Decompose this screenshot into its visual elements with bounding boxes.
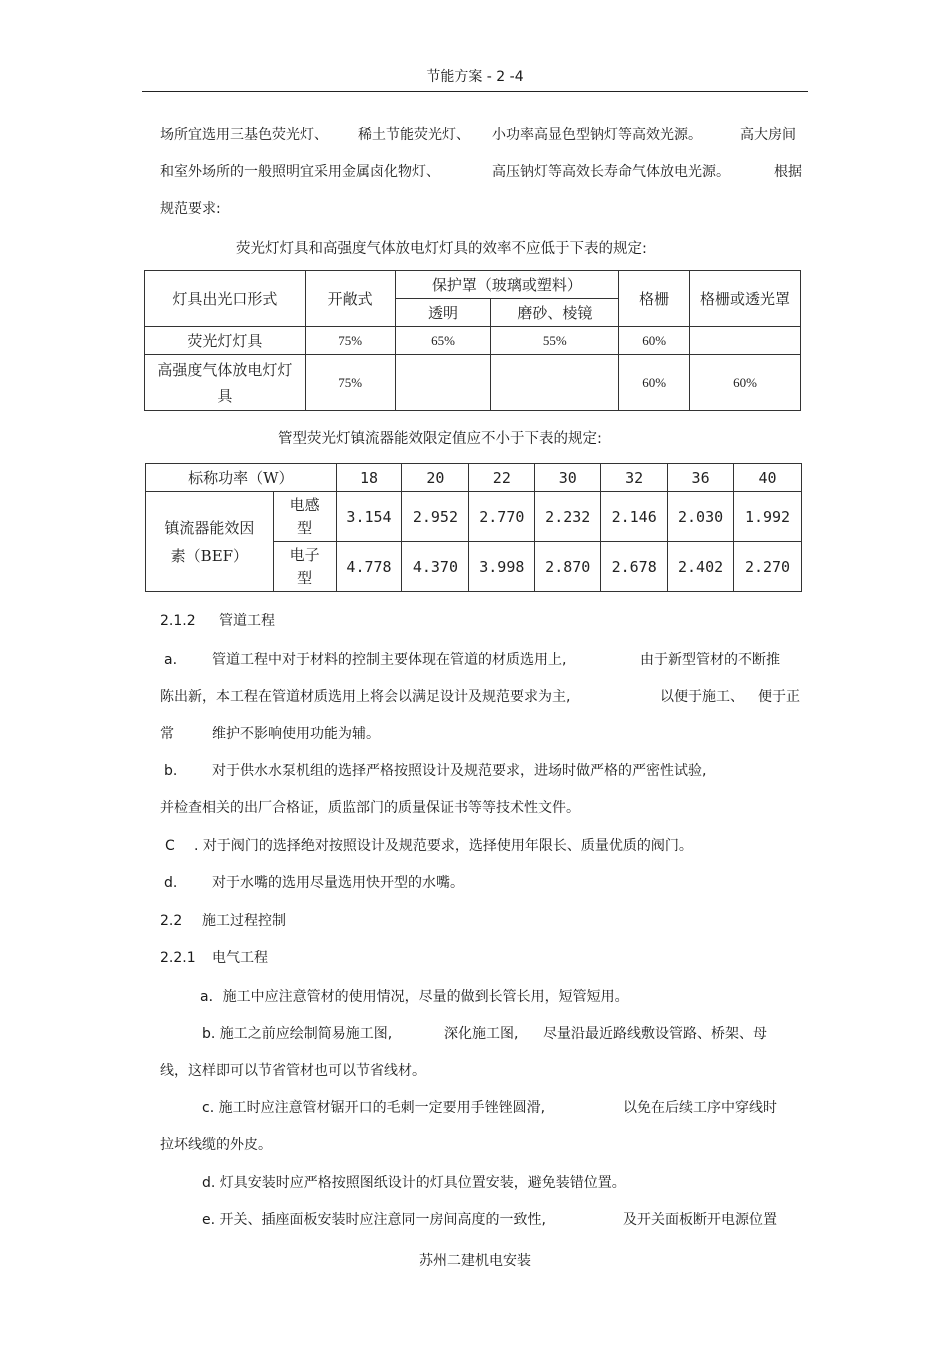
row-name bbox=[145, 355, 306, 411]
elec-d-text: d. 灯具安装时应严格按照图纸设计的灯具位置安装，避免装错位置。 bbox=[202, 1175, 626, 1191]
elec-e-line1-a: e. 开关、插座面板安装时应注意同一房间高度的一致性, bbox=[202, 1212, 546, 1228]
header-outlet-form: 灯具出光口形式 bbox=[145, 271, 306, 327]
type-electronic bbox=[273, 542, 336, 592]
power-40: 40 bbox=[734, 464, 802, 492]
elec-c-line1-b: 以免在后续工序中穿线时 bbox=[623, 1100, 777, 1116]
para-b-line1: 对于供水水泵机组的选择严格按照设计及规范要求，进场时做严格的严密性试验, bbox=[212, 763, 707, 779]
section-2-2-title: 施工过程控制 bbox=[202, 913, 286, 929]
inductive-value: 1.992 bbox=[734, 492, 802, 542]
row-name-line1: 高强度气体放电灯灯 bbox=[157, 360, 293, 379]
para-a-line1-b: 由于新型管材的不断推 bbox=[640, 652, 780, 668]
type-electronic-line1: 电子 bbox=[289, 545, 320, 564]
cell-grille: 60% bbox=[619, 355, 690, 411]
para-c-text: . 对于阀门的选择绝对按照设计及规范要求，选择使用年限长、质量优质的阀门。 bbox=[194, 838, 693, 854]
para-c-label: C bbox=[165, 838, 175, 854]
para-d-text: 对于水嘴的选用尽量选用快开型的水嘴。 bbox=[212, 875, 464, 891]
power-22: 22 bbox=[469, 464, 535, 492]
electronic-value: 3.998 bbox=[469, 542, 535, 592]
para-a-label: a. bbox=[164, 652, 178, 668]
cell-open: 75% bbox=[305, 327, 395, 355]
ballast-efficiency-table bbox=[145, 463, 802, 592]
cell-frosted bbox=[491, 355, 619, 411]
para-a-line2-a: 陈出新，本工程在管道材质选用上将会以满足设计及规范要求为主, bbox=[160, 689, 571, 705]
type-inductive bbox=[273, 492, 336, 542]
electronic-value: 4.370 bbox=[402, 542, 469, 592]
para-a-line1-a: 管道工程中对于材料的控制主要体现在管道的材质选用上, bbox=[212, 652, 567, 668]
para-a-line3-a: 常 bbox=[160, 726, 174, 742]
inductive-value: 2.030 bbox=[668, 492, 734, 542]
ballast-factor-line1: 镇流器能效因 bbox=[164, 518, 255, 537]
elec-a-text: a．施工中应注意管材的使用情况，尽量的做到长管长用，短管短用。 bbox=[200, 989, 629, 1005]
elec-c-line1-a: c. 施工时应注意管材锯开口的毛刺一定要用手锉锉圆滑, bbox=[202, 1100, 546, 1116]
row-name: 荧光灯灯具 bbox=[145, 327, 306, 355]
table1-caption: 荧光灯灯具和高强度气体放电灯灯具的效率不应低于下表的规定: bbox=[236, 241, 647, 257]
cell-clear bbox=[395, 355, 491, 411]
intro-line2-c: 根据 bbox=[774, 164, 802, 180]
table-row bbox=[145, 355, 801, 411]
para-a-line2-b: 以便于施工、 bbox=[660, 689, 744, 705]
header-frosted-prism: 磨砂、棱镜 bbox=[491, 299, 619, 327]
ballast-factor-label bbox=[146, 492, 274, 592]
ballast-factor-line2: 素（BEF） bbox=[170, 546, 249, 565]
intro-line1-a: 场所宜选用三基色荧光灯、 bbox=[160, 127, 328, 143]
inductive-value: 2.146 bbox=[601, 492, 668, 542]
electronic-value: 2.402 bbox=[668, 542, 734, 592]
header-clear: 透明 bbox=[395, 299, 491, 327]
intro-line3: 规范要求: bbox=[160, 201, 221, 217]
cell-grille-cover: 60% bbox=[690, 355, 801, 411]
para-d-label: d. bbox=[164, 875, 178, 891]
cell-grille: 60% bbox=[619, 327, 690, 355]
elec-b-line1-c: 尽量沿最近路线敷设管路、桥架、母 bbox=[543, 1026, 767, 1042]
power-18: 18 bbox=[336, 464, 402, 492]
intro-line2-a: 和室外场所的一般照明宜采用金属卤化物灯、 bbox=[160, 164, 440, 180]
inductive-value: 3.154 bbox=[336, 492, 402, 542]
para-a-line3-b: 维护不影响使用功能为辅。 bbox=[212, 726, 380, 742]
para-b-label: b. bbox=[164, 763, 178, 779]
elec-b-line1-a: b. 施工之前应绘制简易施工图, bbox=[202, 1026, 393, 1042]
para-b-line2: 并检查相关的出厂合格证，质监部门的质量保证书等等技术性文件。 bbox=[160, 800, 580, 816]
electronic-value: 2.678 bbox=[601, 542, 668, 592]
section-2-2-1-title: 电气工程 bbox=[212, 950, 268, 966]
header-grille-or-cover: 格栅或透光罩 bbox=[690, 271, 801, 327]
header-divider bbox=[142, 91, 808, 92]
type-electronic-line2: 型 bbox=[297, 568, 313, 587]
power-32: 32 bbox=[601, 464, 668, 492]
intro-line1-b: 稀土节能荧光灯、 bbox=[358, 127, 470, 143]
power-36: 36 bbox=[668, 464, 734, 492]
electronic-value: 2.870 bbox=[535, 542, 601, 592]
header-nominal-power: 标称功率（W） bbox=[146, 464, 337, 492]
header-protective-cover: 保护罩（玻璃或塑料） bbox=[395, 271, 619, 299]
elec-b-line1-b: 深化施工图, bbox=[444, 1026, 519, 1042]
table-row bbox=[146, 492, 802, 542]
inductive-value: 2.770 bbox=[469, 492, 535, 542]
elec-e-line1-b: 及开关面板断开电源位置 bbox=[623, 1212, 777, 1228]
header-grille: 格栅 bbox=[619, 271, 690, 327]
electronic-value: 4.778 bbox=[336, 542, 402, 592]
section-2-1-2-number: 2.1.2 bbox=[160, 613, 196, 629]
row-name-line2: 具 bbox=[217, 386, 233, 405]
elec-c-line2: 拉坏线缆的外皮。 bbox=[160, 1137, 272, 1153]
page-header: 节能方案 - 2 -4 bbox=[426, 69, 524, 85]
page-footer: 苏州二建机电安装 bbox=[419, 1253, 531, 1269]
para-a-line2-c: 便于正 bbox=[758, 689, 800, 705]
table-row bbox=[145, 327, 801, 355]
type-inductive-line1: 电感 bbox=[289, 495, 320, 514]
section-2-2-1-number: 2.2.1 bbox=[160, 950, 196, 966]
cell-open: 75% bbox=[305, 355, 395, 411]
intro-line1-c: 小功率高显色型钠灯等高效光源。 bbox=[492, 127, 702, 143]
section-2-2-number: 2.2 bbox=[160, 913, 183, 929]
luminaire-efficiency-table bbox=[144, 270, 801, 411]
table2-caption: 管型荧光灯镇流器能效限定值应不小于下表的规定: bbox=[278, 431, 602, 447]
power-30: 30 bbox=[535, 464, 601, 492]
intro-line2-b: 高压钠灯等高效长寿命气体放电光源。 bbox=[492, 164, 730, 180]
section-2-1-2-title: 管道工程 bbox=[219, 613, 275, 629]
cell-frosted: 55% bbox=[491, 327, 619, 355]
electronic-value: 2.270 bbox=[734, 542, 802, 592]
cell-clear: 65% bbox=[395, 327, 491, 355]
intro-line1-d: 高大房间 bbox=[740, 127, 796, 143]
power-20: 20 bbox=[402, 464, 469, 492]
header-open: 开敞式 bbox=[305, 271, 395, 327]
inductive-value: 2.232 bbox=[535, 492, 601, 542]
inductive-value: 2.952 bbox=[402, 492, 469, 542]
elec-b-line2: 线，这样即可以节省管材也可以节省线材。 bbox=[160, 1063, 426, 1079]
type-inductive-line2: 型 bbox=[297, 518, 313, 537]
cell-grille-cover bbox=[690, 327, 801, 355]
